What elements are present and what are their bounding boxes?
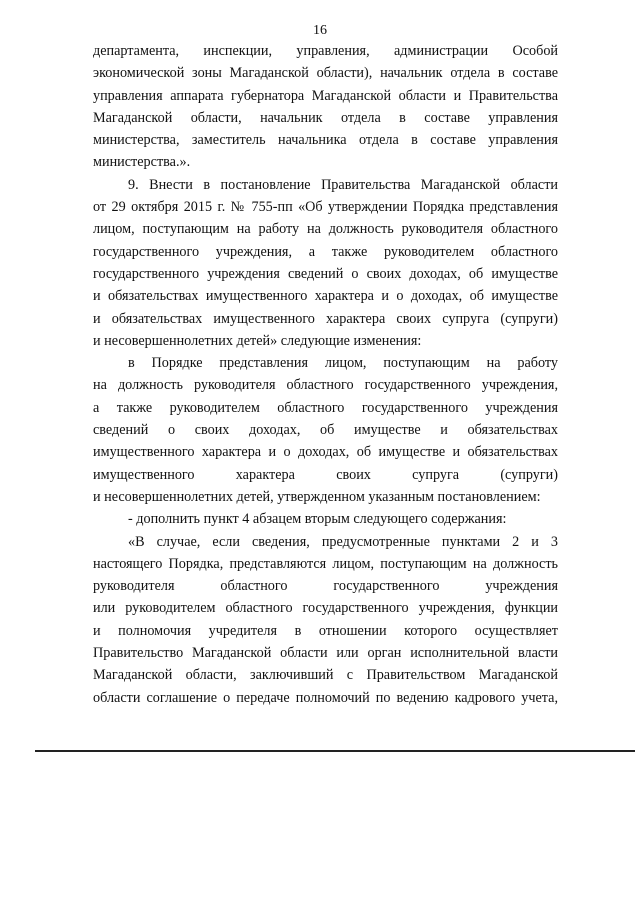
text-line: руководителя областного государственного учреждения — [93, 578, 558, 595]
text-line: в Порядке представления лицом, поступающим на работу — [128, 355, 558, 372]
text-line: министерства, заместитель начальника отдела в составе управления — [93, 132, 558, 149]
text-line: сведений о своих доходах, об имуществе и обязательствах — [93, 422, 558, 439]
text-line: а также руководителем областного государственного учреждения — [93, 399, 558, 416]
text-line: на должность руководителя областного государственного учреждения, — [93, 377, 558, 394]
text-line: и несовершеннолетних детей» следующие изменения: — [93, 332, 422, 349]
text-line: экономической зоны Магаданской области), начальник отдела в составе — [93, 65, 558, 82]
document-body — [93, 40, 558, 709]
text-line: государственного учреждения, а также руководителем областного — [93, 243, 558, 260]
text-line: или руководителем областного государственного учреждения, функции — [93, 600, 558, 617]
paragraph-2 — [93, 174, 558, 352]
text-line: 9. Внести в постановление Правительства Магаданской области — [128, 176, 558, 193]
text-line: настоящего Порядка, представляются лицом, поступающим на должность — [93, 555, 558, 572]
paragraph-5 — [93, 531, 558, 709]
text-line: от 29 октября 2015 г. № 755-пп «Об утверждении Порядка представления — [93, 199, 558, 216]
text-line: имущественного характера своих супруга (супруги) — [93, 466, 558, 483]
text-line: управления аппарата губернатора Магаданской области и Правительства — [93, 87, 558, 104]
paragraph-3 — [93, 352, 558, 508]
text-line: - дополнить пункт 4 абзацем вторым следующего содержания: — [128, 511, 507, 528]
text-line: государственного учреждения сведений о своих доходах, об имуществе — [93, 265, 558, 282]
text-line: Магаданской области, заключивший с Правительством Магаданской — [93, 667, 558, 684]
page-number: 16 — [313, 23, 327, 38]
paragraph-4 — [93, 508, 558, 530]
text-line: и обязательствах имущественного характера своих супруга (супруги) — [93, 310, 558, 327]
text-line: имущественного характера и о доходах, об имуществе и обязательствах — [93, 444, 558, 461]
text-line: Правительство Магаданской области или орган исполнительной власти — [93, 645, 558, 662]
text-line: Магаданской области, начальник отдела в составе управления — [93, 109, 558, 126]
text-line: области соглашение о передаче полномочий по ведению кадрового учета, — [93, 689, 558, 706]
text-line: министерства.». — [93, 154, 191, 171]
text-line: департамента, инспекции, управления, администрации Особой — [93, 43, 558, 59]
text-line: лицом, поступающим на работу на должность руководителя областного — [93, 221, 558, 238]
page-divider-line — [35, 750, 635, 752]
paragraph-1 — [93, 40, 558, 174]
text-line: и полномочия учредителя в отношении которого осуществляет — [93, 622, 558, 639]
text-line: «В случае, если сведения, предусмотренные пунктами 2 и 3 — [128, 533, 558, 550]
text-line: и несовершеннолетних детей, утвержденном указанным постановлением: — [93, 488, 541, 505]
text-line: и обязательствах имущественного характера и о доходах, об имуществе — [93, 288, 558, 305]
